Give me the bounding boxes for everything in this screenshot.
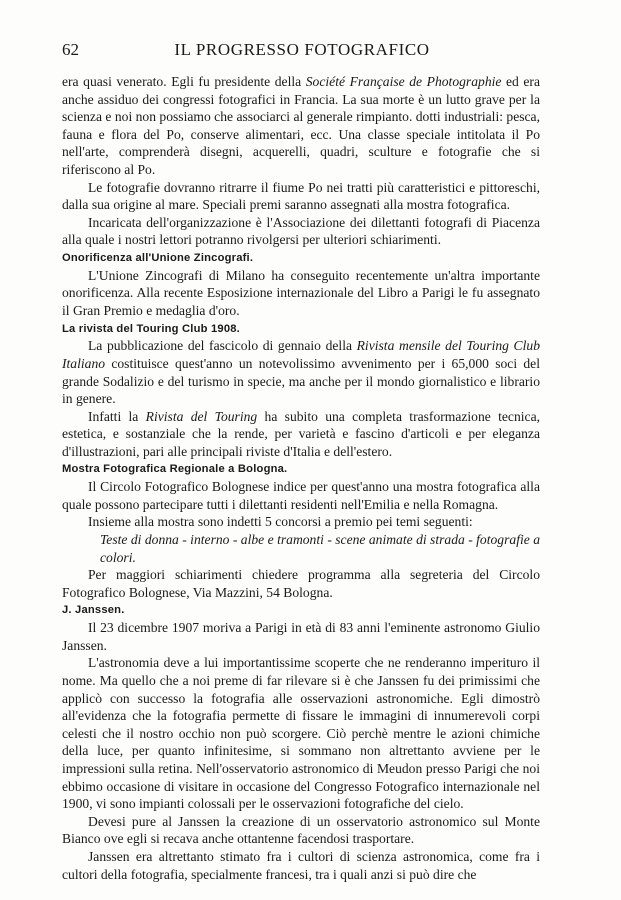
society-name: Société Française de Photographie (305, 74, 502, 89)
paragraph-bologna-3: Per maggiori schiarimenti chiedere programma alla segreteria del Circolo Fotografico Bolognese, Via Mazzini, 54 Bologna. (62, 567, 540, 600)
paragraph-zincografi: L'Unione Zincografi di Milano ha conseguito recentemente un'altra importante onorificenza. Alla recente Esposizione internazionale del Libro a Parigi le fu assegnato il Gran Premio e medaglia d'oro. (62, 267, 540, 318)
page-body (62, 73, 540, 883)
text-span: costituisce quest'anno un notevolissimo avvenimento per i 65,000 soci del grande Sodalizio e del turismo in specie, ma anche per il mondo giornalistico e librario in genere. (62, 355, 540, 407)
section-title-zincografi: Onorificenza all'Unione Zincografi. (62, 251, 254, 264)
paragraph-janssen-2: L'astronomia deve a lui importantissime scoperte che ne renderanno imperituro il nome. Ma quello che a noi preme di far rilevare si è che Janssen fu dei primissimi che applicò con successo la fotografia alle osservazioni astronomiche. Egli dimostrò all'evidenza che la fotografia permette di fissare le immagini di innumerevoli corpi celesti che il nostro occhio non può scorgere. Ciò perchè mentre le azioni chimiche della luce, per quanto infinitesime, si sommano non altrettanto avviene per le impressioni sulla retina. Nell'osservatorio astronomico di Meudon presso Parigi che noi ebbimo occasione di visitare in occasione del Congresso Fotografico internazionale nel 1900, vi sono impianti colossali per le osservazioni fotografiche del cielo. (62, 655, 540, 812)
paragraph-touring-1 (62, 337, 540, 407)
text-span: era quasi venerato. Egli fu presidente della (62, 74, 306, 89)
paragraph-bologna-2: Insieme alla mostra sono indetti 5 concorsi a premio pei temi seguenti: (88, 514, 473, 530)
text-span: Infatti la (88, 408, 146, 424)
paragraph-touring-2 (62, 408, 540, 461)
paragraph-janssen-4: Janssen era altrettanto stimato fra i cultori di scienza astronomica, come fra i cultori della fotografia, specialmente francesi, tra i quali anzi si può dire che (62, 848, 540, 882)
continuation-paragraph (62, 73, 540, 179)
paragraph-bologna-1: Il Circolo Fotografico Bolognese indice per quest'anno una mostra fotografica alla quale possono partecipare tutti i dilettanti residenti nell'Emilia e nella Romagna. (62, 479, 540, 512)
journal-title: Rivista del Touring (145, 408, 258, 424)
contest-topics: Teste di donna - interno - albe e tramonti - scene animate di strada - fotografie a colori. (100, 532, 540, 565)
page-header (62, 40, 542, 62)
running-title: IL PROGRESSO FOTOGRAFICO (174, 40, 430, 59)
section-title-bologna: Mostra Fotografica Regionale a Bologna. (62, 463, 288, 476)
journal-title: Rivista mensile del Touring Club Italiano (62, 338, 540, 371)
text-span: ed era anche assiduo dei congressi fotografici in Francia. La sua morte è un lutto grave per la scienza e noi non possiamo che associarci al generale rimpianto. dotti industriali: pesca, fauna e flora del Po, conserve alimentari, ecc. Una classe speciale intitolata il Po nell'arte, comprenderà disegni, acquerelli, quadri, sculture e fotografie che si riferiscono al Po. (62, 74, 540, 177)
page-number: 62 (62, 40, 79, 59)
text-span: ha subito una completa trasformazione tecnica, estetica, e sostanziale che la rende, per varietà e fascino d'articoli e per eleganza d'illustrazioni, pari alle principali riviste d'Italia e dell'estero. (62, 408, 541, 459)
section-title-touring: La rivista del Touring Club 1908. (62, 322, 240, 335)
paragraph-piacenza: Incaricata dell'organizzazione è l'Associazione dei dilettanti fotografi di Piacenza alla quale i nostri lettori potranno rivolgersi per ulteriori schiarimenti. (62, 214, 540, 248)
paragraph-janssen-1: Il 23 dicembre 1907 moriva a Parigi in età di 83 anni l'eminente astronomo Giulio Janssen. (62, 620, 540, 653)
text-span: La pubblicazione del fascicolo di gennaio della (88, 338, 357, 354)
paragraph-janssen-3: Devesi pure al Janssen la creazione di un osservatorio astronomico sul Monte Bianco ove egli si recava anche ottantenne facendosi trasportare. (62, 813, 540, 847)
paragraph-po-photos: Le fotografie dovranno ritrarre il fiume Po nei tratti più caratteristici e pittoreschi, dalla sua origine al mare. Speciali premi saranno assegnati alla mostra fotografica. (62, 179, 540, 213)
section-title-janssen: J. Janssen. (62, 604, 125, 617)
